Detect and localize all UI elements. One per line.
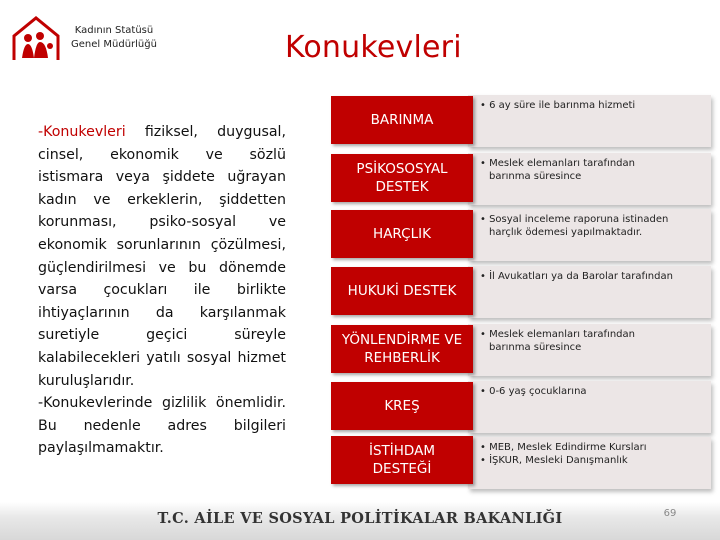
service-label: KREŞ xyxy=(384,398,420,414)
service-info-istihdam xyxy=(468,437,711,489)
service-info-line: • Meslek elemanları tarafından xyxy=(480,158,635,169)
service-info-harclik xyxy=(468,209,711,261)
description-part-2: -Konukevlerinde gizlilik önemlidir. Bu nedenle adres bilgileri paylaşılmamaktır. xyxy=(38,395,286,457)
description-lead: -Konukevleri xyxy=(38,124,126,140)
service-info-line: harçlık ödemesi yapılmaktadır. xyxy=(489,227,643,238)
service-label: HARÇLIK xyxy=(373,226,431,242)
service-info-line: • İl Avukatları ya da Barolar tarafından xyxy=(480,271,673,282)
service-button-harclik[interactable] xyxy=(331,210,473,258)
service-info-line: • İŞKUR, Mesleki Danışmanlık xyxy=(480,455,628,466)
description-part-1: fiziksel, duygusal, cinsel, ekonomik ve sözlü istismara veya şiddete uğrayan kadın ve erkeklerin, şiddetten korunması, psiko-sosyal ve ekonomik sorunlarının çözülmesi, güçlendirilmesi ve bu dönemde varsa çocukları ile birlikte ihtiyaçlarının da karşılanmak suretiyle geçici süreyle kalabilecekleri yatılı sosyal hizmet kuruluşlarıdır. xyxy=(38,124,286,389)
description-text xyxy=(38,121,286,460)
service-info-line: • 0-6 yaş çocuklarına xyxy=(480,386,587,397)
service-button-istihdam-destegi[interactable] xyxy=(331,436,473,484)
service-label: İSTİHDAM DESTEĞİ xyxy=(369,443,435,477)
service-info-line: • Meslek elemanları tarafından xyxy=(480,329,635,340)
service-label: PSİKOSOSYAL DESTEK xyxy=(356,161,448,195)
service-info-barinma xyxy=(468,95,711,147)
service-button-barinma[interactable] xyxy=(331,96,473,144)
ministry-logo-icon xyxy=(10,14,62,66)
service-button-yonlendirme-ve-rehberlik[interactable] xyxy=(331,325,473,373)
service-label: YÖNLENDİRME VE REHBERLİK xyxy=(341,332,463,366)
service-info-yonlendirme xyxy=(468,324,711,376)
service-info-line: • Sosyal inceleme raporuna istinaden xyxy=(480,214,669,225)
organization-name xyxy=(60,24,168,52)
ministry-name: T.C. AİLE VE SOSYAL POLİTİKALAR BAKANLIĞI xyxy=(157,510,563,527)
service-button-psikososyal-destek[interactable] xyxy=(331,154,473,202)
service-info-line: barınma süresince xyxy=(489,342,582,353)
page-title: Konukevleri xyxy=(285,30,462,65)
service-info-line: • MEB, Meslek Edindirme Kursları xyxy=(480,442,647,453)
service-info-line: barınma süresince xyxy=(489,171,582,182)
service-button-hukuki-destek[interactable] xyxy=(331,267,473,315)
org-line-1: Kadının Statüsü xyxy=(74,25,154,36)
page-number: 69 xyxy=(663,508,677,519)
service-info-hukuki xyxy=(468,266,711,318)
service-info-line: • 6 ay süre ile barınma hizmeti xyxy=(480,100,636,111)
service-info-psikososyal xyxy=(468,153,711,205)
service-info-kres xyxy=(468,381,711,433)
org-line-2: Genel Müdürlüğü xyxy=(71,39,157,50)
service-label: HUKUKİ DESTEK xyxy=(347,283,457,299)
service-button-kres[interactable] xyxy=(331,382,473,430)
service-label: BARINMA xyxy=(370,112,434,128)
